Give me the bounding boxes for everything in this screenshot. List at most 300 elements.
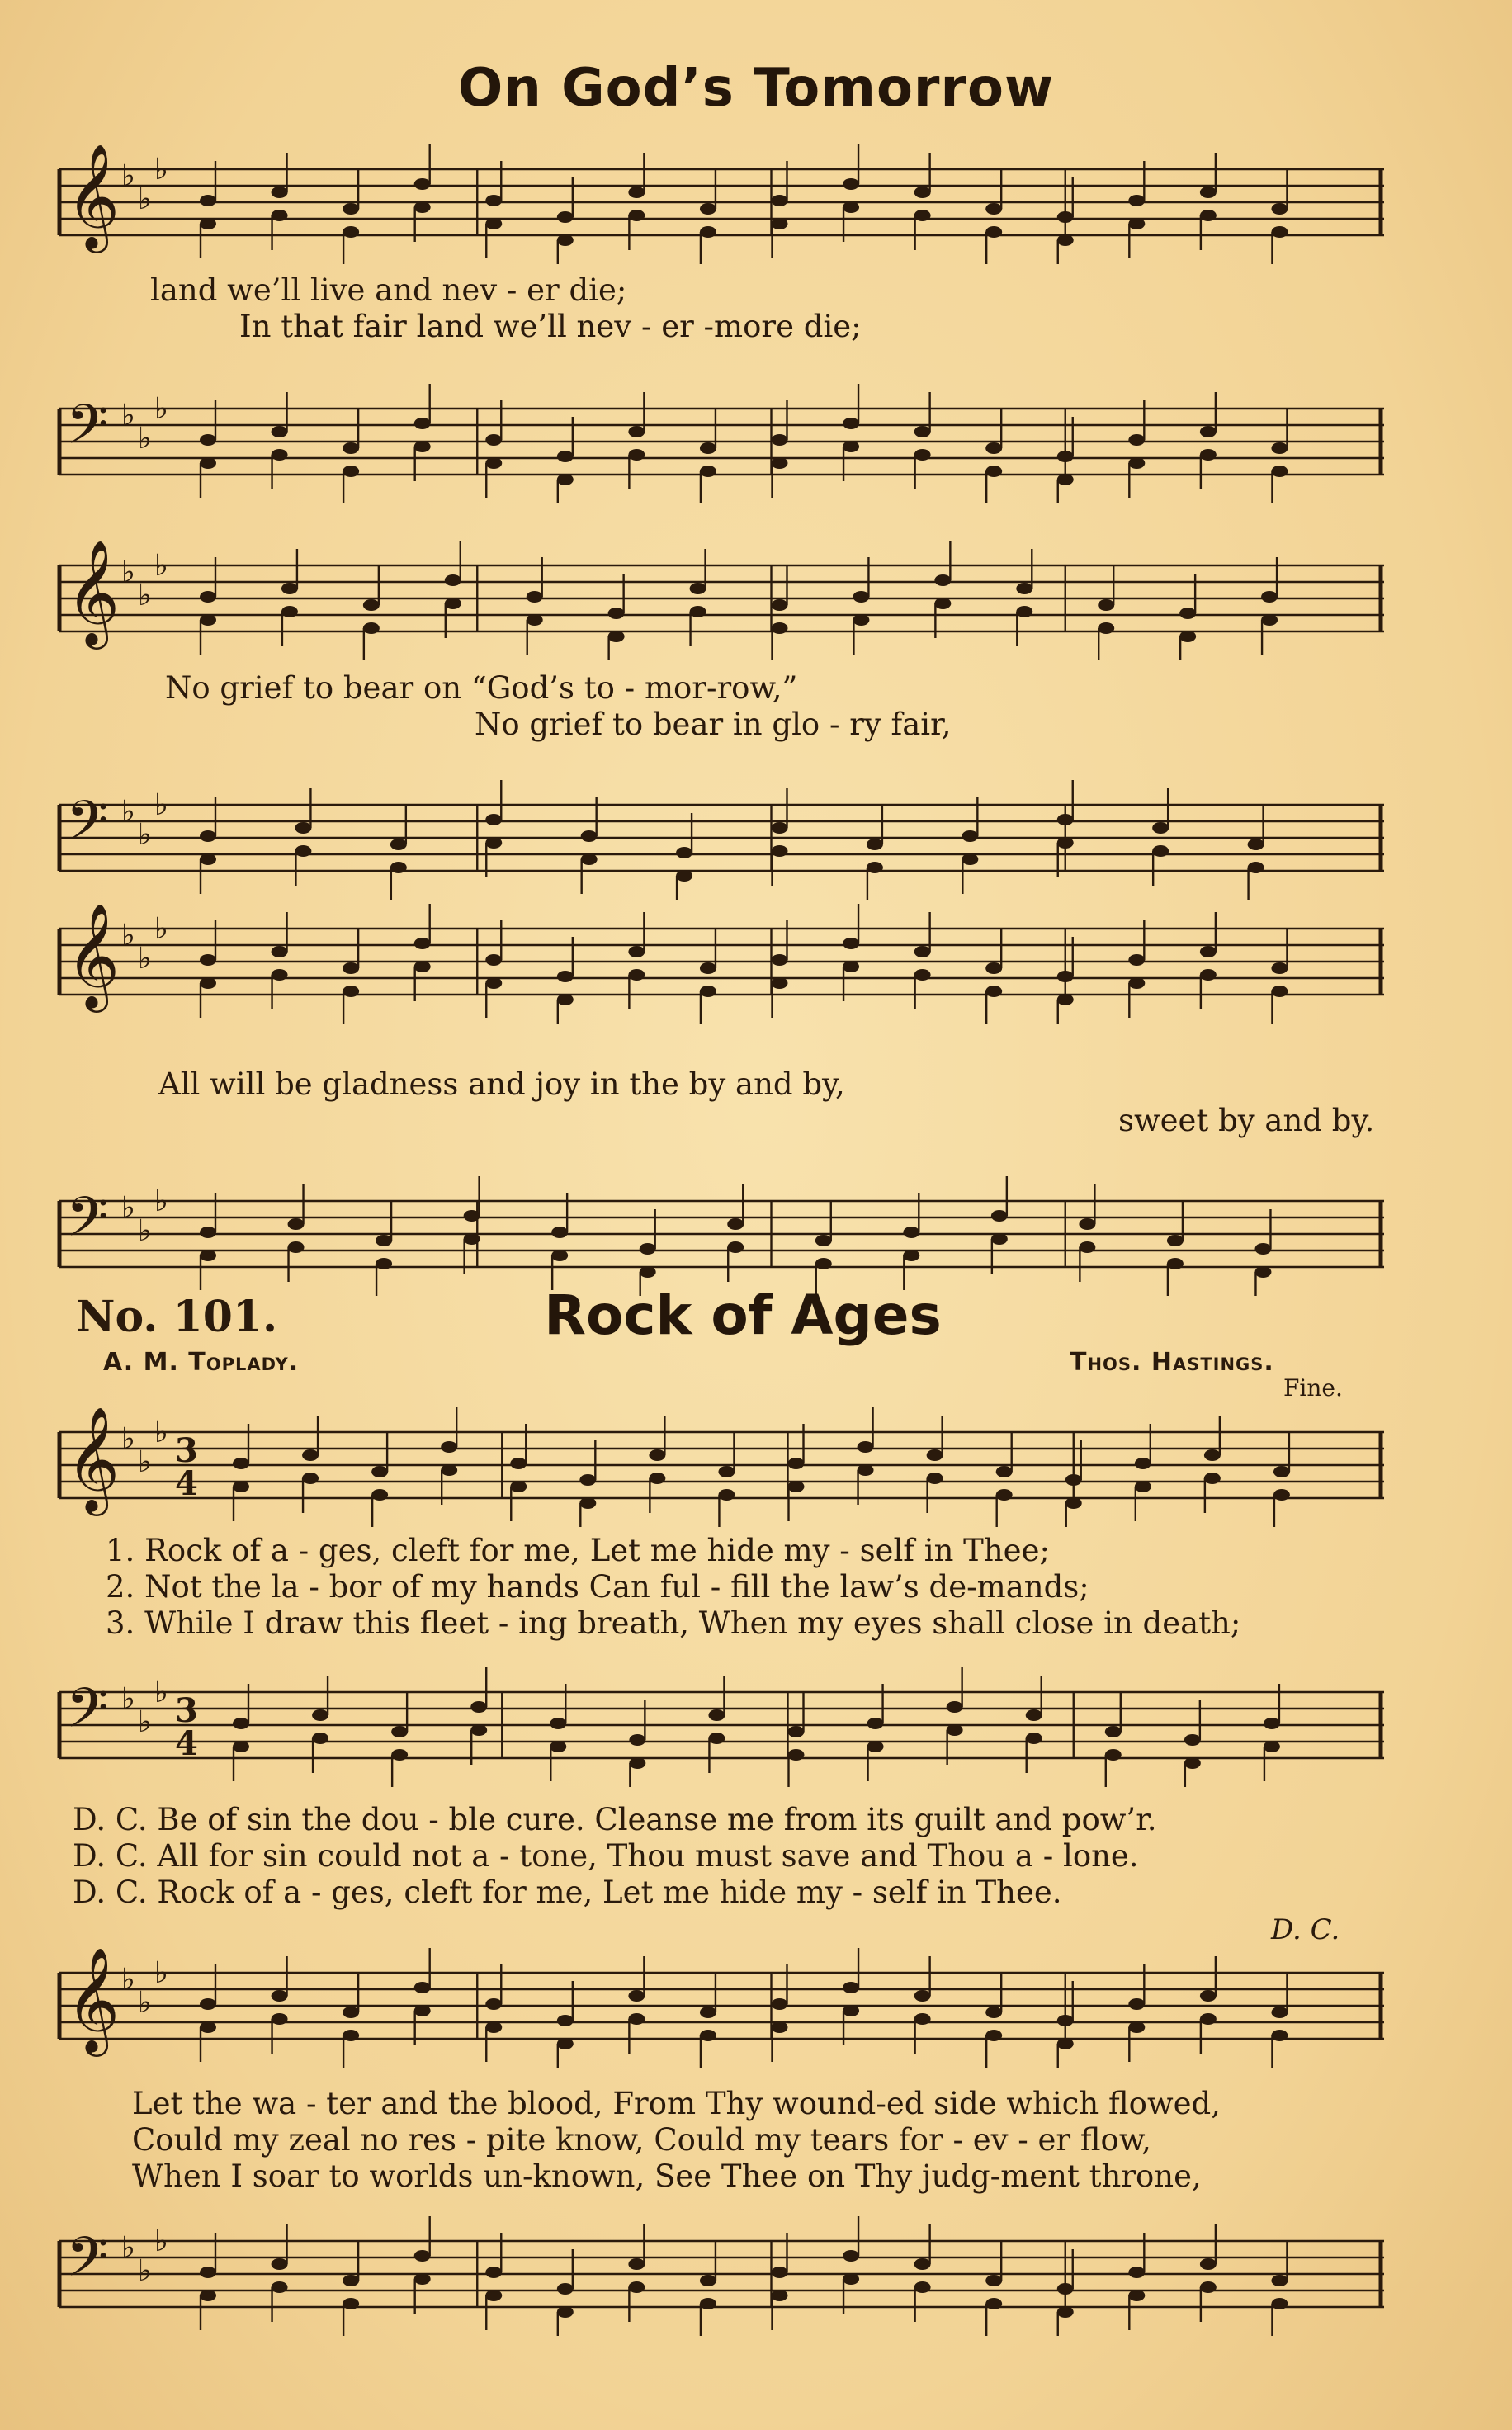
note-head <box>1057 211 1074 223</box>
note-head <box>1261 591 1278 603</box>
staff-bass-5 <box>51 2212 1392 2336</box>
note-head <box>1128 195 1145 206</box>
note-head <box>991 1210 1008 1222</box>
note-head <box>1179 608 1196 619</box>
note-head <box>1271 442 1288 454</box>
note-head <box>700 986 716 997</box>
note-head <box>1057 2038 1074 2049</box>
note-head <box>629 1734 645 1746</box>
note-head <box>200 1250 216 1261</box>
note-head <box>391 1749 408 1761</box>
flat-icon: ♭ <box>138 818 152 852</box>
note-head <box>853 591 869 603</box>
note-head <box>608 631 625 642</box>
note-head <box>527 591 543 603</box>
note-head <box>628 1990 645 2002</box>
note-head <box>272 2013 288 2025</box>
flat-icon: ♭ <box>138 1705 152 1739</box>
flat-icon: ♭ <box>138 182 152 216</box>
note-head <box>445 598 461 609</box>
note-head <box>628 210 645 221</box>
note-head <box>295 845 311 857</box>
note-head <box>414 938 431 949</box>
flat-icon: ♭ <box>154 1184 168 1218</box>
note-head <box>272 210 288 221</box>
note-head <box>1248 839 1264 850</box>
note-head <box>343 962 359 974</box>
flat-icon: ♭ <box>154 788 168 822</box>
note-head <box>640 1266 656 1278</box>
note-head <box>445 574 461 586</box>
note-head <box>1271 2298 1288 2309</box>
note-head <box>288 1218 305 1230</box>
lyric-line: sweet by and by. <box>1118 1103 1375 1138</box>
note-head <box>1271 986 1288 997</box>
time-signature: 4 <box>175 1724 198 1763</box>
note-head <box>1128 2021 1145 2033</box>
note-head <box>510 1481 527 1492</box>
dc-line: D. C. Be of sin the dou - ble cure. Cleanse me from its guilt and pow’r. <box>73 1802 1157 1837</box>
note-head <box>772 1998 788 2010</box>
note-head <box>1261 614 1278 626</box>
note-head <box>485 837 502 849</box>
flat-icon: ♭ <box>121 1682 135 1716</box>
note-head <box>363 622 380 634</box>
note-head <box>485 2290 502 2301</box>
flat-icon: ♭ <box>154 549 168 583</box>
flat-icon: ♭ <box>154 392 168 426</box>
flat-icon: ♭ <box>121 399 135 433</box>
note-head <box>1184 1757 1201 1769</box>
treble-clef-icon: 𝄞 <box>66 143 120 248</box>
note-head <box>718 1489 735 1501</box>
note-head <box>1273 1466 1290 1477</box>
note-head <box>1057 474 1074 485</box>
note-head <box>557 474 574 485</box>
refrain-line: When I soar to worlds un-known, See Thee on Thy judg-ment throne, <box>132 2158 1202 2194</box>
note-head <box>233 1481 249 1492</box>
flat-icon: ♭ <box>154 912 168 946</box>
note-head <box>1079 1241 1095 1253</box>
note-head <box>843 2250 859 2262</box>
note-head <box>628 2281 645 2293</box>
note-head <box>1098 599 1114 611</box>
note-head <box>272 187 288 198</box>
note-head <box>629 1757 645 1769</box>
note-head <box>690 606 706 617</box>
note-head <box>962 853 978 865</box>
note-head <box>700 962 716 974</box>
note-head <box>414 418 431 429</box>
note-head <box>772 434 788 446</box>
note-head <box>1065 1474 1082 1486</box>
note-head <box>200 457 216 469</box>
note-head <box>788 1481 805 1492</box>
time-signature: 4 <box>175 1464 198 1503</box>
note-head <box>371 1466 388 1477</box>
note-head <box>200 2021 216 2033</box>
time-signature: 3 <box>175 1431 198 1470</box>
staff-treble-3 <box>51 900 1392 1024</box>
note-head <box>788 1749 805 1761</box>
note-head <box>302 1449 319 1461</box>
note-head <box>914 210 931 221</box>
note-head <box>200 954 216 966</box>
note-head <box>772 622 788 634</box>
note-head <box>914 449 931 461</box>
staff-svg <box>51 1663 1392 1787</box>
flat-icon: ♭ <box>121 159 135 193</box>
note-head <box>1105 1726 1122 1737</box>
lyric-line: All will be gladness and joy in the by and by, <box>158 1066 845 1102</box>
flat-icon: ♭ <box>138 1445 152 1479</box>
lyric-line: No grief to bear on “God’s to - mor-row,” <box>165 670 798 706</box>
note-head <box>772 457 788 469</box>
hymn-title-bottom: Rock of Ages <box>544 1284 942 1347</box>
note-head <box>441 1441 457 1453</box>
lyric-line: In that fair land we’ll nev - er -more die; <box>239 309 862 344</box>
note-head <box>843 938 859 949</box>
note-head <box>200 614 216 626</box>
note-head <box>843 201 859 213</box>
note-head <box>200 830 216 842</box>
note-head <box>1254 1266 1271 1278</box>
note-head <box>1128 457 1145 469</box>
note-head <box>233 1458 249 1469</box>
note-head <box>464 1233 480 1245</box>
note-head <box>628 426 645 437</box>
flat-icon: ♭ <box>121 1191 135 1225</box>
note-head <box>676 870 692 882</box>
note-head <box>557 2015 574 2026</box>
note-head <box>390 862 407 873</box>
note-head <box>272 969 288 981</box>
note-head <box>1128 977 1145 989</box>
note-head <box>272 946 288 957</box>
note-head <box>985 962 1002 974</box>
note-head <box>843 418 859 429</box>
staff-bass-3 <box>51 1172 1392 1296</box>
flat-icon: ♭ <box>138 579 152 612</box>
note-head <box>581 830 598 842</box>
note-head <box>557 451 574 462</box>
note-head <box>628 946 645 957</box>
note-head <box>947 1701 963 1713</box>
note-head <box>485 457 502 469</box>
note-head <box>700 466 716 477</box>
note-head <box>843 178 859 190</box>
note-head <box>1200 2013 1217 2025</box>
note-head <box>815 1258 832 1269</box>
flat-icon: ♭ <box>138 1986 152 2020</box>
lyric-line: No grief to bear in glo - ry fair, <box>475 707 952 742</box>
note-head <box>414 2250 431 2262</box>
note-head <box>376 1235 392 1246</box>
note-head <box>557 2038 574 2049</box>
flat-icon: ♭ <box>121 1422 135 1456</box>
note-head <box>1271 2275 1288 2286</box>
refrain-line: Let the wa - ter and the blood, From Thy wound-ed side which flowed, <box>132 2086 1221 2121</box>
note-head <box>1065 1497 1082 1509</box>
staff-treble-1 <box>51 140 1392 264</box>
note-head <box>485 2267 502 2278</box>
note-head <box>200 434 216 446</box>
flat-icon: ♭ <box>138 2254 152 2288</box>
note-head <box>985 2275 1002 2286</box>
staff-svg <box>51 1172 1392 1296</box>
note-head <box>1271 226 1288 238</box>
note-head <box>914 946 931 957</box>
note-head <box>233 1741 249 1752</box>
note-head <box>1200 969 1217 981</box>
note-head <box>441 1464 457 1476</box>
note-head <box>1135 1481 1151 1492</box>
note-head <box>1105 1749 1122 1761</box>
note-head <box>991 1233 1008 1245</box>
note-head <box>772 845 788 857</box>
note-head <box>934 574 951 586</box>
note-head <box>1200 210 1217 221</box>
note-head <box>985 466 1002 477</box>
note-head <box>772 2267 788 2278</box>
note-head <box>1057 234 1074 246</box>
note-head <box>985 2030 1002 2041</box>
note-head <box>867 1718 884 1729</box>
note-head <box>628 2013 645 2025</box>
note-head <box>485 814 502 825</box>
note-head <box>700 442 716 454</box>
note-head <box>1204 1473 1221 1484</box>
note-head <box>640 1243 656 1255</box>
note-head <box>551 1250 568 1261</box>
note-head <box>927 1449 943 1461</box>
note-head <box>550 1741 566 1752</box>
note-head <box>985 203 1002 215</box>
note-head <box>843 2273 859 2285</box>
note-head <box>1057 814 1074 825</box>
note-head <box>649 1449 665 1461</box>
note-head <box>414 2005 431 2016</box>
note-head <box>914 969 931 981</box>
note-head <box>485 434 502 446</box>
note-head <box>414 961 431 972</box>
note-head <box>985 986 1002 997</box>
note-head <box>557 971 574 982</box>
note-head <box>200 2267 216 2278</box>
note-head <box>843 961 859 972</box>
note-head <box>200 195 216 206</box>
note-head <box>1128 2267 1145 2278</box>
note-head <box>1152 845 1169 857</box>
note-head <box>414 2273 431 2285</box>
note-head <box>843 441 859 452</box>
flat-icon: ♭ <box>154 153 168 187</box>
note-head <box>628 449 645 461</box>
note-head <box>414 1982 431 1993</box>
note-head <box>700 2298 716 2309</box>
note-head <box>1128 434 1145 446</box>
note-head <box>550 1718 566 1729</box>
note-head <box>985 442 1002 454</box>
time-signature: 3 <box>175 1691 198 1730</box>
note-head <box>557 2306 574 2318</box>
note-head <box>272 1990 288 2002</box>
note-head <box>927 1473 943 1484</box>
verse-line: 2. Not the la - bor of my hands Can ful - fill the law’s de-mands; <box>106 1569 1089 1605</box>
note-head <box>1128 1998 1145 2010</box>
note-head <box>1200 1990 1217 2002</box>
note-head <box>281 583 298 594</box>
note-head <box>1200 187 1217 198</box>
note-head <box>867 839 883 850</box>
treble-clef-icon: 𝄞 <box>66 1406 120 1511</box>
note-head <box>1128 954 1145 966</box>
author-credit: A. M. Toplady. <box>103 1348 300 1377</box>
note-head <box>772 218 788 229</box>
treble-clef-icon: 𝄞 <box>66 902 120 1008</box>
note-head <box>557 2283 574 2295</box>
note-head <box>700 203 716 215</box>
note-head <box>985 2007 1002 2018</box>
note-head <box>700 2275 716 2286</box>
note-head <box>690 583 706 594</box>
note-head <box>718 1466 735 1477</box>
dc-mark: D. C. <box>1271 1913 1340 1946</box>
note-head <box>390 839 407 850</box>
note-head <box>1057 2283 1074 2295</box>
note-head <box>772 2021 788 2033</box>
note-head <box>815 1235 832 1246</box>
note-head <box>233 1718 249 1729</box>
refrain-line: Could my zeal no res - pite know, Could my tears for - ev - er flow, <box>132 2122 1151 2158</box>
staff-treble-2 <box>51 537 1392 660</box>
note-head <box>272 2258 288 2270</box>
staff-svg <box>51 380 1392 503</box>
note-head <box>985 226 1002 238</box>
note-head <box>312 1709 328 1721</box>
note-head <box>628 187 645 198</box>
staff-bass-2 <box>51 776 1392 900</box>
staff-svg <box>51 1944 1392 2068</box>
note-head <box>343 203 359 215</box>
note-head <box>727 1218 744 1230</box>
note-head <box>858 1464 874 1476</box>
note-head <box>510 1458 527 1469</box>
note-head <box>200 1227 216 1238</box>
note-head <box>579 1474 596 1486</box>
flat-icon: ♭ <box>121 919 135 953</box>
note-head <box>295 822 311 834</box>
flat-icon: ♭ <box>121 2231 135 2265</box>
note-head <box>200 218 216 229</box>
note-head <box>470 1724 487 1736</box>
note-head <box>1200 2281 1217 2293</box>
bass-clef-icon: 𝄢 <box>66 393 109 470</box>
note-head <box>288 1241 305 1253</box>
note-head <box>1271 466 1288 477</box>
note-head <box>934 598 951 609</box>
note-head <box>1152 822 1169 834</box>
note-head <box>1179 631 1196 642</box>
note-head <box>579 1497 596 1509</box>
note-head <box>557 211 574 223</box>
note-head <box>985 2298 1002 2309</box>
note-head <box>1026 1709 1042 1721</box>
note-head <box>1057 2306 1074 2318</box>
note-head <box>1057 451 1074 462</box>
composer-credit: Thos. Hastings. <box>1070 1348 1274 1377</box>
bass-clef-icon: 𝄢 <box>66 1676 109 1753</box>
staff-bass-1 <box>51 380 1392 503</box>
note-head <box>914 426 931 437</box>
note-head <box>708 1709 725 1721</box>
note-head <box>996 1489 1013 1501</box>
note-head <box>914 2281 931 2293</box>
note-head <box>1200 449 1217 461</box>
note-head <box>1271 962 1288 974</box>
note-head <box>1200 426 1217 437</box>
staff-treble-5 <box>51 1944 1392 2068</box>
note-head <box>867 862 883 873</box>
treble-clef-icon: 𝄞 <box>66 539 120 645</box>
note-head <box>914 2013 931 2025</box>
flat-icon: ♭ <box>154 2224 168 2258</box>
note-head <box>1016 606 1032 617</box>
note-head <box>1204 1449 1221 1461</box>
note-head <box>1264 1718 1280 1729</box>
note-head <box>485 195 502 206</box>
flat-icon: ♭ <box>121 1963 135 1997</box>
note-head <box>628 2258 645 2270</box>
lyric-line: land we’ll live and nev - er die; <box>150 272 627 308</box>
note-head <box>1271 2030 1288 2041</box>
note-head <box>772 599 788 611</box>
note-head <box>391 1726 408 1737</box>
note-head <box>281 606 298 617</box>
note-head <box>914 1990 931 2002</box>
note-head <box>1079 1218 1095 1230</box>
dc-line: D. C. All for sin could not a - tone, Thou must save and Thou a - lone. <box>73 1838 1139 1874</box>
note-head <box>557 994 574 1005</box>
note-head <box>343 2298 359 2309</box>
note-head <box>414 178 431 190</box>
note-head <box>996 1466 1013 1477</box>
note-head <box>470 1701 487 1713</box>
bass-clef-icon: 𝄢 <box>66 789 109 866</box>
note-head <box>867 1741 884 1752</box>
staff-svg <box>51 900 1392 1024</box>
staff-treble-4 <box>51 1403 1392 1527</box>
note-head <box>914 187 931 198</box>
note-head <box>727 1241 744 1253</box>
note-head <box>302 1473 319 1484</box>
note-head <box>843 2005 859 2016</box>
note-head <box>1057 2015 1074 2026</box>
staff-svg <box>51 2212 1392 2336</box>
note-head <box>1057 837 1074 849</box>
note-head <box>343 986 359 997</box>
staff-svg <box>51 537 1392 660</box>
note-head <box>343 466 359 477</box>
note-head <box>649 1473 665 1484</box>
flat-icon: ♭ <box>154 1676 168 1709</box>
note-head <box>1128 218 1145 229</box>
verse-line: 1. Rock of a - ges, cleft for me, Let me hide my - self in Thee; <box>106 1533 1050 1568</box>
note-head <box>200 977 216 989</box>
note-head <box>551 1227 568 1238</box>
note-head <box>947 1724 963 1736</box>
dc-line: D. C. Rock of a - ges, cleft for me, Let me hide my - self in Thee. <box>73 1875 1062 1910</box>
